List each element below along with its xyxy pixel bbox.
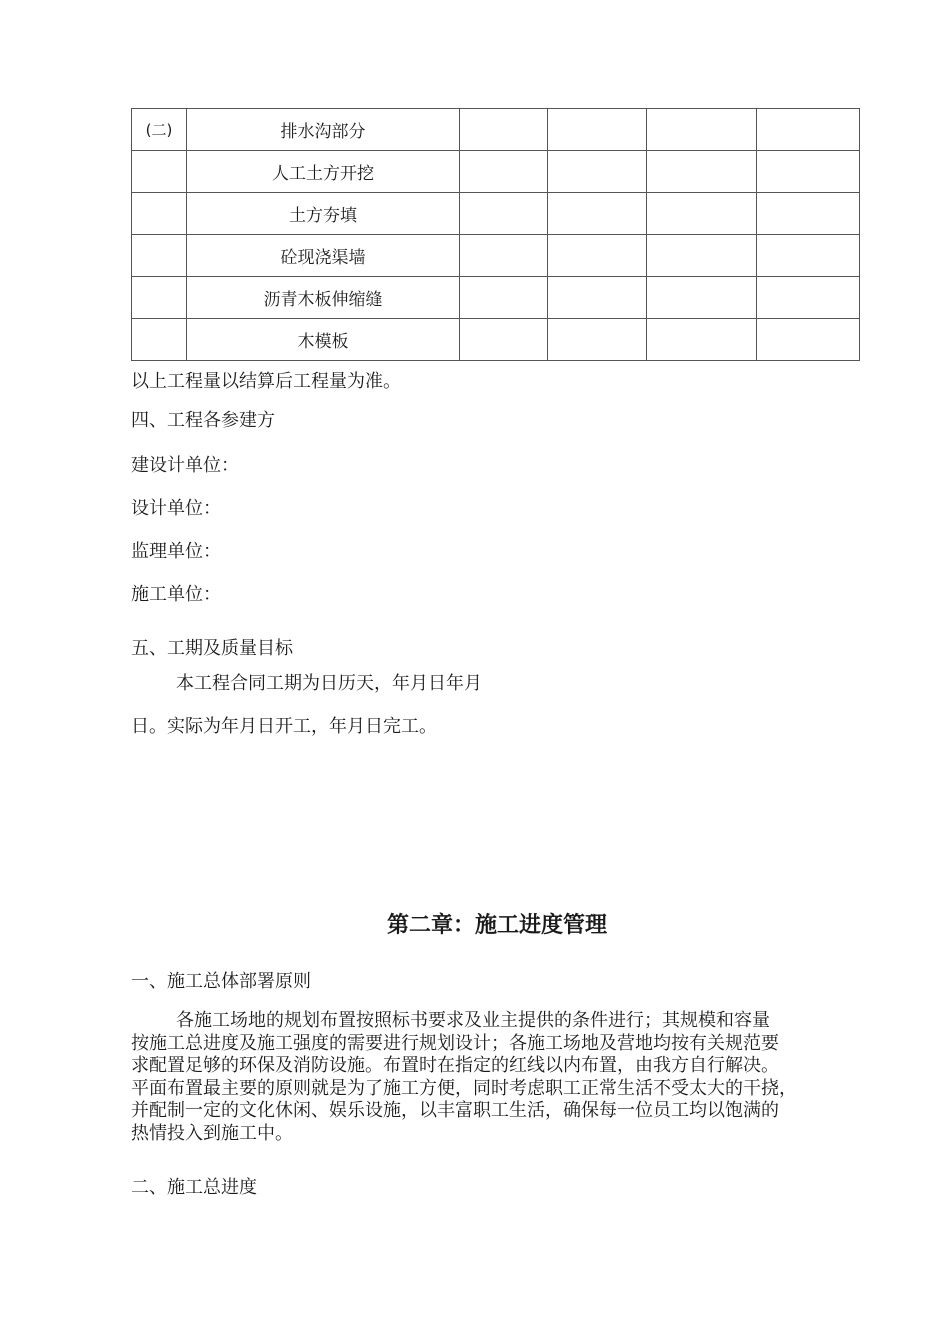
period-text-line-2: 日。实际为年月日开工，年月日完工。 [131, 716, 437, 737]
unit-supervision: 监理单位： [131, 541, 221, 562]
empty-cell [548, 109, 647, 151]
section-heading-schedule-quality: 五、工期及质量目标 [131, 638, 293, 659]
unit-construction: 建设计单位： [131, 455, 239, 476]
quantity-table [131, 108, 860, 361]
empty-cell [647, 109, 757, 151]
empty-cell [757, 151, 860, 193]
paragraph-line: 热情投入到施工中。 [131, 1122, 293, 1144]
paragraph-line: 按施工总进度及施工强度的需要进行规划设计；各施工场地及营地均按有关规范要 [131, 1032, 779, 1054]
empty-cell [647, 235, 757, 277]
section-heading-deployment: 一、施工总体部署原则 [131, 971, 311, 992]
section-heading-overall-schedule: 二、施工总进度 [131, 1177, 257, 1198]
empty-cell [460, 235, 548, 277]
empty-cell [757, 319, 860, 361]
empty-cell [460, 193, 548, 235]
empty-cell [647, 319, 757, 361]
item-name: 砼现浇渠墙 [187, 235, 460, 277]
row-index [132, 277, 187, 319]
deployment-paragraph [131, 1010, 871, 1145]
empty-cell [548, 193, 647, 235]
chapter-title: 第二章：施工进度管理 [386, 913, 607, 938]
item-name: 木模板 [187, 319, 460, 361]
table-row [132, 109, 860, 151]
row-index [132, 319, 187, 361]
paragraph-line: 求配置足够的环保及消防设施。布置时在指定的红线以内布置，由我方自行解决。 [131, 1055, 779, 1076]
item-name: 人工土方开挖 [187, 151, 460, 193]
table-row [132, 235, 860, 277]
empty-cell [460, 277, 548, 319]
paragraph-line: 各施工场地的规划布置按照标书要求及业主提供的条件进行；其规模和容量 [176, 1010, 770, 1031]
item-name: 沥青木板伸缩缝 [187, 277, 460, 319]
period-text-line-1: 本工程合同工期为日历天，年月日年月 [176, 673, 482, 694]
row-index [132, 193, 187, 235]
empty-cell [757, 235, 860, 277]
unit-design: 设计单位： [131, 498, 221, 519]
section-heading-participants: 四、工程各参建方 [131, 410, 275, 431]
empty-cell [548, 319, 647, 361]
row-index [132, 151, 187, 193]
table-row [132, 277, 860, 319]
table-row [132, 151, 860, 193]
empty-cell [548, 235, 647, 277]
empty-cell [647, 151, 757, 193]
item-name: 土方夯填 [187, 193, 460, 235]
paragraph-line: 平面布置最主要的原则就是为了施工方便，同时考虑职工正常生活不受太大的干挠， [131, 1077, 797, 1099]
empty-cell [647, 277, 757, 319]
item-name: 排水沟部分 [187, 109, 460, 151]
empty-cell [548, 151, 647, 193]
empty-cell [460, 109, 548, 151]
table-row [132, 193, 860, 235]
table-row [132, 319, 860, 361]
quantity-note: 以上工程量以结算后工程量为准。 [131, 371, 401, 392]
quantity-table-section [131, 108, 860, 361]
row-index [132, 235, 187, 277]
empty-cell [460, 319, 548, 361]
empty-cell [757, 109, 860, 151]
unit-contractor: 施工单位： [131, 584, 221, 605]
paragraph-line: 并配制一定的文化休闲、娱乐设施，以丰富职工生活，确保每一位员工均以饱满的 [131, 1100, 779, 1121]
row-index: (二) [132, 109, 187, 151]
empty-cell [548, 277, 647, 319]
empty-cell [647, 193, 757, 235]
empty-cell [757, 277, 860, 319]
empty-cell [460, 151, 548, 193]
empty-cell [757, 193, 860, 235]
